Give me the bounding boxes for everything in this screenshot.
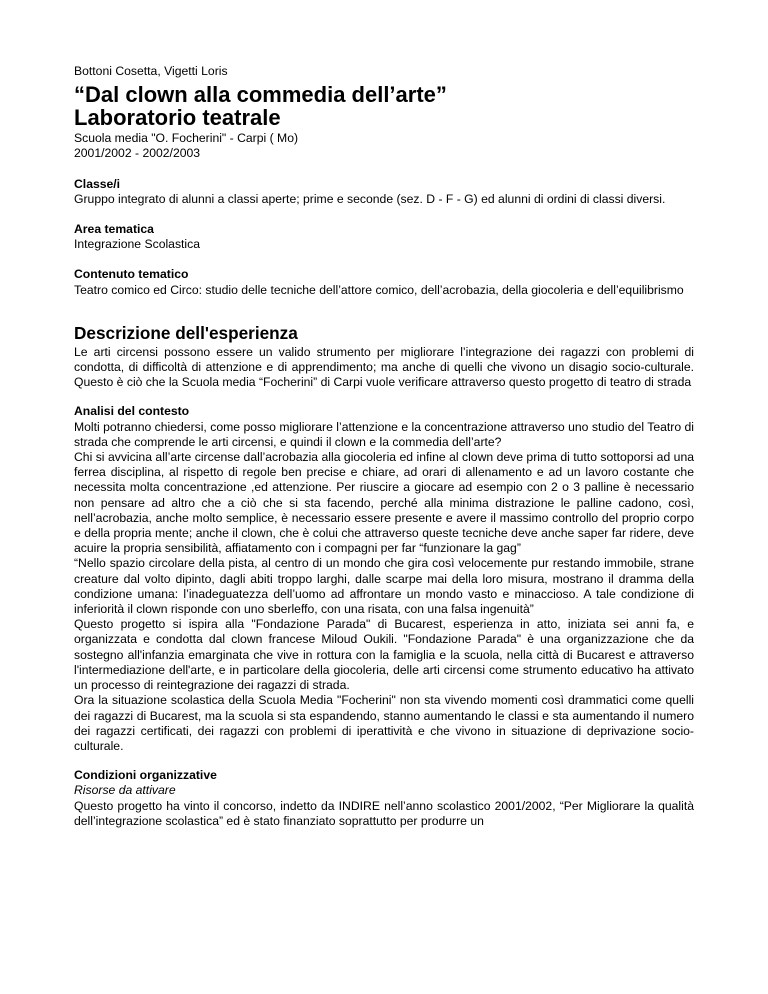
authors: Bottoni Cosetta, Vigetti Loris (74, 64, 228, 78)
section-contenuto (74, 267, 694, 297)
document-meta (74, 131, 694, 161)
section-area (74, 222, 694, 252)
analisi-paragraph: Ora la situazione scolastica della Scuola Media "Focherini" non sta vivendo momenti così drammatici come quelli dei ragazzi di Bucarest, ma la scuola si sta espandendo, stanno aumentando le classi e sta aumentando il numero dei ragazzi certificati, dei ragazzi con problemi di iperattività e che vivono in situazione di deprivazione socio-culturale. (74, 693, 694, 753)
document-title (74, 83, 694, 129)
section-analisi-label: Analisi del contesto (74, 404, 190, 419)
section-area-label: Area tematica (74, 222, 154, 237)
section-condizioni-label: Condizioni organizzative (74, 768, 217, 783)
section-analisi (74, 404, 694, 754)
section-condizioni-text: Questo progetto ha vinto il concorso, indetto da INDIRE nell’anno scolastico 2001/2002, “Per Migliorare la qualità dell’integrazione scolastica” ed è stato finanziato soprattutto per produrre un (74, 798, 694, 828)
section-condizioni-sublabel: Risorse da attivare (74, 783, 176, 798)
section-contenuto-text: Teatro comico ed Circo: studio delle tecniche dell’attore comico, dell’acrobazia, della giocoleria e dell’equilibrismo (74, 282, 684, 297)
section-classe (74, 177, 694, 207)
descrizione-text: Le arti circensi possono essere un valido strumento per migliorare l’integrazione dei ragazzi con problemi di condotta, di difficoltà di attenzione e di apprendimento; ma anche di quelli che vivono un disagio socio-culturale. Questo è ciò che la Scuola media “Focherini” di Carpi vuole verificare attraverso questo progetto di teatro di strada (74, 344, 694, 390)
section-area-text: Integrazione Scolastica (74, 237, 201, 252)
analisi-paragraph: “Nello spazio circolare della pista, al centro di un mondo che gira così velocemente pur restando immobile, strane creature dal volto dipinto, dagli abiti troppo larghi, dalle scarpe mai della loro misura, mostrano il dramma della condizione umana: l’inadeguatezza dell’uomo ad affrontare un mondo vasto e minaccioso. A tale condizione di inferiorità il clown risponde con uno sberleffo, con una risata, con una falsa ingenuità” (74, 556, 694, 617)
section-classe-label: Classe/i (74, 176, 121, 191)
title-line-1: “Dal clown alla commedia dell’arte” (74, 82, 447, 108)
document-page (74, 64, 694, 829)
section-contenuto-label: Contenuto tematico (74, 267, 189, 282)
analisi-paragraph: Questo progetto si ispira alla "Fondazione Parada" di Bucarest, esperienza in atto, iniziata sei anni fa, e organizzata e condotta dal clown francese Miloud Oukili. "Fondazione Parada" è una organizzazione che da sostegno all'infanzia emarginata che vive in rottura con la famiglia e la scuola, nella città di Bucarest e attraverso l'intermediazione dell'arte, e in particolare della giocoleria, delle arti circensi come strumento educativo ha attivato un processo di reintegrazione dei ragazzi di strada. (74, 617, 694, 693)
title-line-2: Laboratorio teatrale (74, 105, 281, 131)
analisi-paragraph: Chi si avvicina all’arte circense dall’acrobazia alla giocoleria ed infine al clown deve prima di tutto sottoporsi ad una ferrea disciplina, al rispetto di regole ben precise e chiare, ad orari di allenamento e ad un lavoro costante che necessita molta concentrazione ,ed attenzione. Per riuscire a giocare ad esempio con 2 o 3 palline è necessario non pensare ad altro che a ciò che si sta facendo, perché alla minima distrazione le palline cadono, così, nell’acrobazia, anche molto semplice, è necessario essere presente e avere il massimo controllo del proprio corpo e della propria mente; anche il clown, che è colui che attraverso queste tecniche deve anche saper far ridere, deve acuire la propria sensibilità, affiatamento con i compagni per far “funzionare la gag” (74, 450, 694, 556)
school-years: 2001/2002 - 2002/2003 (74, 146, 201, 161)
school-name: Scuola media "O. Focherini" - Carpi ( Mo) (74, 131, 299, 146)
section-classe-text: Gruppo integrato di alunni a classi aperte; prime e seconde (sez. D - F - G) ed alunni di ordini di classi diversi. (74, 191, 666, 206)
analisi-paragraph: Molti potranno chiedersi, come posso migliorare l’attenzione e la concentrazione attraverso uno studio del Teatro di strada che comprende le arti circensi, e quindi il clown e la commedia dell’arte? (74, 419, 694, 449)
section-condizioni (74, 768, 694, 829)
descrizione-heading: Descrizione dell'esperienza (74, 322, 298, 343)
